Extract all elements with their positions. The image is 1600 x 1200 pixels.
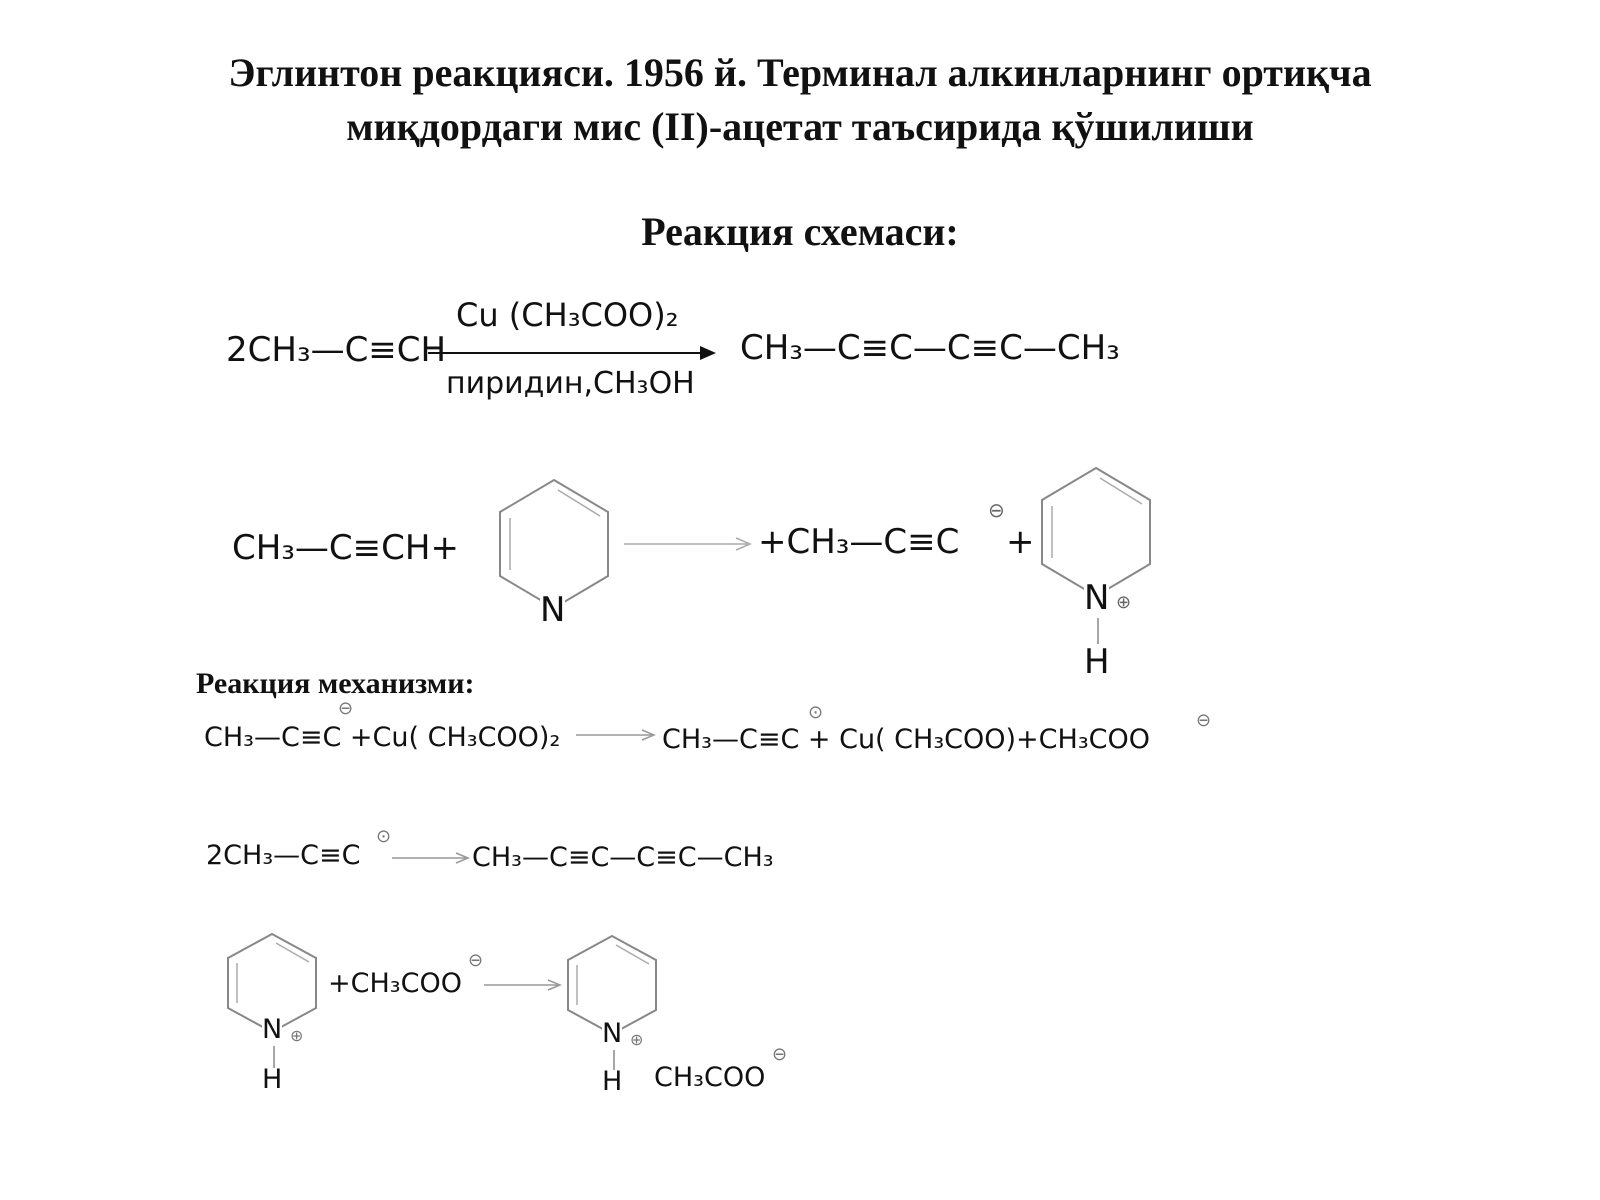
step2-right: CH₃—C≡C + Cu( CH₃COO)+CH₃COO [662, 724, 1151, 755]
step2-acetate-minus: ⊖ [1196, 710, 1212, 731]
scheme-heading: Реакция схемаси: [641, 209, 959, 254]
step3-radical-dot: ⊙ [376, 826, 392, 847]
mechanism-heading: Реакция механизми: [196, 667, 475, 700]
pyridinium-n-3: N [602, 1018, 623, 1049]
step4-product-acetate: CH₃COO [654, 1062, 766, 1093]
step3-right: CH₃—C≡C—C≡C—CH₃ [472, 842, 774, 873]
step2-minus-charge: ⊖ [338, 698, 354, 719]
pyridinium-n-1: N [1084, 578, 1110, 618]
title-line-2: миқдордаги мис (II)-ацетат таъсирида қўшилиши [346, 104, 1254, 149]
step1-arrow [624, 534, 764, 554]
step1-reactant: CH₃—C≡CH+ [232, 528, 459, 568]
step1-plus: + [1006, 522, 1035, 562]
step3-arrow [392, 850, 476, 866]
pyridinium-h-3: H [602, 1066, 623, 1097]
overall-product: CH₃—C≡C—C≡C—CH₃ [740, 328, 1120, 368]
pyridinium-n-2: N [262, 1014, 283, 1045]
pyridinium-plus-charge-3: ⊕ [630, 1030, 644, 1049]
pyridine-n-1: N [540, 590, 566, 630]
overall-reactant: 2CH₃—C≡CH [226, 330, 447, 370]
title-line-1: Эглинтон реакцияси. 1956 й. Терминал алкинларнинг ортиқча [228, 50, 1372, 95]
pyridinium-h-2: H [262, 1064, 283, 1095]
pyridinium-h-1: H [1084, 642, 1110, 682]
step4-arrow [484, 977, 568, 993]
step2-radical-dot: ⊙ [808, 702, 824, 723]
step1-product: +CH₃—C≡C [758, 522, 960, 562]
pyridinium-plus-charge-1: ⊕ [1116, 592, 1132, 613]
nh-bond-1 [1096, 618, 1100, 644]
overall-reagent-top: Cu (CH₃COO)₂ [456, 296, 679, 334]
overall-reagent-bottom: пиридин,CH₃OH [446, 366, 695, 401]
step2-arrow [576, 727, 660, 743]
step4-acetate-minus: ⊖ [468, 950, 484, 971]
page-title [0, 46, 1600, 154]
pyridinium-plus-charge-2: ⊕ [290, 1026, 304, 1045]
step3-left: 2CH₃—C≡C [206, 840, 361, 871]
step4-plus-acetate: +CH₃COO [328, 968, 462, 999]
step2-left: CH₃—C≡C +Cu( CH₃COO)₂ [204, 722, 561, 753]
step1-minus-charge: ⊖ [988, 498, 1005, 522]
overall-arrow [428, 343, 718, 363]
step4-product-acetate-minus: ⊖ [772, 1044, 788, 1065]
